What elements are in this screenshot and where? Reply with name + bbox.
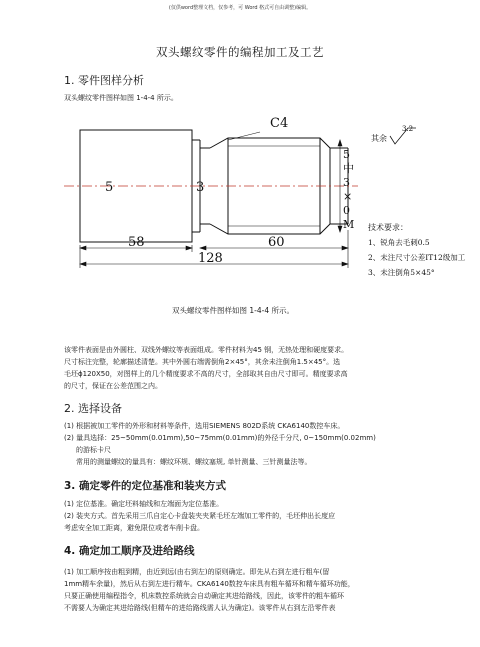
document-title: 双头螺纹零件的编程加工及工艺: [156, 45, 324, 59]
body-line: 的尺寸，保证在公差范围之内。: [64, 382, 162, 390]
dim-3: 3: [196, 180, 205, 195]
thread-char: M: [343, 218, 355, 231]
roughness-label: 其余: [371, 134, 387, 143]
body-line: (1) 根据被加工零件的外形和材料等条件，选用SIEMENS 802D系统 CKA6140数控车床。: [64, 422, 345, 430]
thread-char: ×: [343, 190, 353, 203]
body-line: (1) 加工顺序按由粗到精，由近到远(由右到左)的原则确定。即先从右到左进行粗车(留: [64, 568, 330, 576]
body-line: 常用的测量螺纹的量具有：螺纹环规、螺纹塞规, 单针测量、三针测量法等。: [76, 458, 312, 466]
thread-char: 0: [343, 204, 350, 217]
section-2-body: [64, 420, 376, 468]
body-line: 毛坯ɸ120X50，对图样上的几个精度要求不高的尺寸，全部取其自由尺寸即可。精度要求高: [64, 370, 348, 378]
section-4-heading: 4. 确定加工顺序及进给路线: [64, 545, 195, 557]
body-line: 1mm精车余量)，然后从右到左进行精车。CKA6140数控车床具有粗车循环和精车循环功能，: [64, 580, 355, 588]
dim-58: 58: [128, 235, 145, 250]
roughness-value: 3.2: [402, 125, 414, 133]
figure-caption: 双头螺纹零件图样如图 1-4-4 所示。: [172, 306, 294, 315]
section-2-heading: 2. 选择设备: [64, 402, 122, 415]
thread-char: 3: [343, 176, 350, 189]
section-1-heading: 1. 零件图样分析: [64, 74, 144, 87]
body-line: 不需要人为确定其进给路线(但精车的进给路线需人认为确定)。该零件从右到左沿零件表: [64, 604, 336, 612]
body-line: (2) 量具选择：25~50mm(0.01mm),50~75mm(0.01mm)的外径千分尺, 0~150mm(0.02mm): [64, 434, 376, 442]
tech-req-item: 3、未注倒角5×45°: [368, 268, 435, 277]
chamfer-label: C4: [270, 116, 289, 131]
section-4-body: [64, 566, 355, 614]
body-line: 只要正确使用编程指令，机床数控系统就会自动确定其进给路线，因此，该零件的粗车循环: [64, 592, 344, 600]
body-line: 尺寸标注完整，轮廓描述清楚。其中外圆右端需倒角2×45°，其余未注倒角1.5×45°。选: [64, 358, 341, 366]
thread-char: 中: [343, 162, 354, 175]
thread-spec: [343, 148, 354, 231]
dim-5: 5: [105, 180, 114, 195]
section-3-body: [64, 498, 335, 534]
body-line: 该零件表面是由外圆柱、双线外螺纹等表面组成。零件材料为45 钢，无热处理和硬度要求。: [64, 346, 349, 354]
section-1-intro: 双头螺纹零件图样如图 1-4-4 所示。: [64, 94, 178, 102]
header-note: (仅供word整理文档，仅参考，可 Word 格式可自由调整)编辑。: [168, 5, 312, 11]
thread-char: 5: [343, 148, 350, 161]
dim-128: 128: [198, 251, 223, 266]
body-line: (1) 定位基准。确定坯料轴线和左端面为定位基准。: [64, 500, 224, 508]
tech-req-item: 2、未注尺寸公差IT12级加工: [368, 253, 466, 262]
section-3-heading: 3. 确定零件的定位基准和装夹方式: [64, 480, 226, 492]
tech-req-title: 技术要求：: [368, 223, 408, 232]
body-line: (2) 装夹方式。首先采用三爪自定心卡盘装夹夹紧毛坯左端加工零件的，毛坯伸出长度应: [64, 512, 336, 520]
body-line: 的游标卡尺: [76, 446, 111, 454]
section-1-body: [64, 344, 348, 392]
body-line: 考虑安全加工距离，避免限位或者车削卡盘。: [64, 524, 204, 532]
dim-60: 60: [268, 235, 285, 250]
tech-req-item: 1、锐角去毛刺0.5: [368, 238, 430, 247]
